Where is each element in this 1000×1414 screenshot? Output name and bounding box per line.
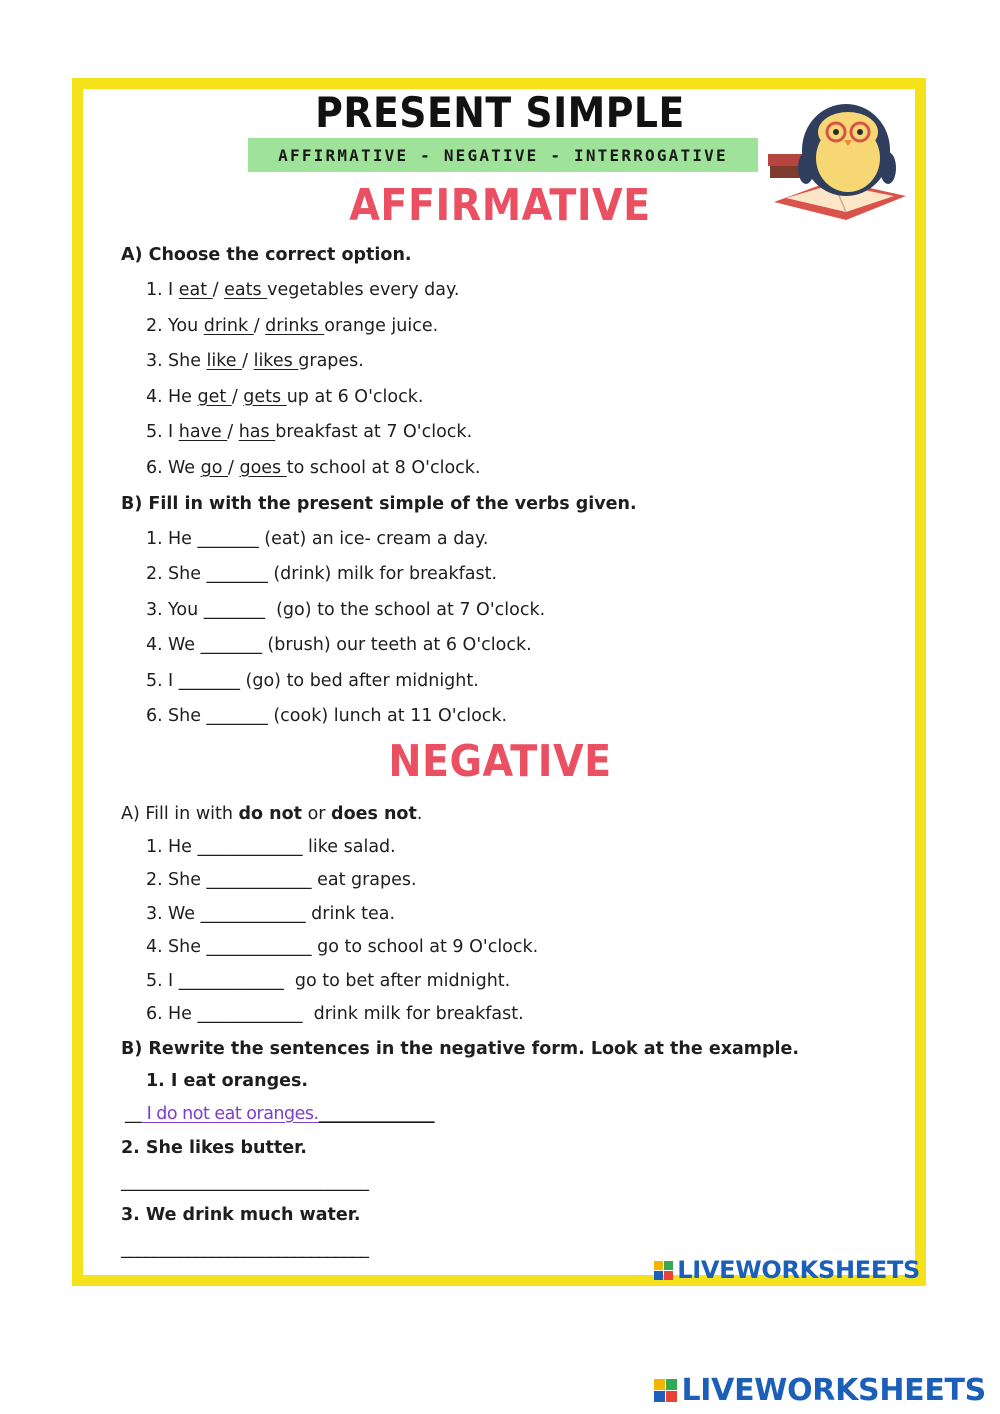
negative-b-instruction: B) Rewrite the sentences in the negative form. Look at the example. — [121, 1039, 800, 1059]
liveworksheets-logo-icon — [654, 1261, 673, 1280]
affirmative-heading: AFFIRMATIVE — [349, 180, 651, 231]
negative-a-instruction: A) Fill in with do not or does not. — [121, 804, 423, 824]
liveworksheets-logo-icon — [654, 1379, 677, 1402]
choice-item: 4. He get / gets up at 6 O'clock. — [146, 386, 424, 407]
fill-in-item[interactable]: 5. I _______ (go) to bed after midnight. — [146, 670, 479, 691]
option-1[interactable]: go — [200, 458, 228, 478]
fill-in-item[interactable]: 3. We ____________ drink tea. — [146, 903, 396, 924]
fill-in-item[interactable]: 2. She _______ (drink) milk for breakfast. — [146, 564, 498, 585]
fill-in-item[interactable]: 3. You _______ (go) to the school at 7 O'clock. — [146, 599, 546, 620]
fill-in-item[interactable]: 1. He _______ (eat) an ice- cream a day. — [146, 529, 489, 549]
liveworksheets-logo-footer — [654, 1373, 986, 1408]
choice-item: 1. I eat / eats vegetables every day. — [146, 280, 460, 300]
fill-in-item[interactable]: 4. She ____________ go to school at 9 O'clock. — [146, 937, 539, 958]
negative-b-answer-line-3[interactable]: ______________________________ — [121, 1239, 369, 1259]
fill-in-item[interactable]: 6. He ____________ drink milk for breakfast. — [146, 1004, 524, 1024]
option-2[interactable]: likes — [253, 351, 299, 372]
option-2[interactable]: has — [238, 422, 276, 443]
fill-in-item[interactable]: 1. He ____________ like salad. — [146, 837, 396, 857]
negative-b-example-sentence: 1. I eat oranges. — [146, 1071, 309, 1091]
option-2[interactable]: gets — [243, 386, 287, 407]
liveworksheets-logo-inner — [654, 1256, 920, 1284]
affirmative-a-instruction: A) Choose the correct option. — [121, 245, 412, 265]
option-1[interactable]: get — [197, 386, 232, 407]
example-answer: I do not eat oranges. — [141, 1104, 319, 1124]
choice-item: 3. She like / likes grapes. — [146, 351, 364, 372]
negative-b-answer-line-2[interactable]: ______________________________ — [121, 1172, 369, 1192]
choice-item: 6. We go / goes to school at 8 O'clock. — [146, 458, 481, 478]
option-1[interactable]: eat — [178, 280, 213, 300]
fill-in-item[interactable]: 4. We _______ (brush) our teeth at 6 O'clock. — [146, 635, 532, 656]
option-2[interactable]: goes — [239, 458, 287, 478]
page-title: PRESENT SIMPLE — [315, 88, 685, 137]
option-2[interactable]: drinks — [265, 315, 325, 336]
affirmative-b-instruction: B) Fill in with the present simple of the verbs given. — [121, 494, 637, 514]
fill-in-item[interactable]: 5. I ____________ go to bet after midnight. — [146, 970, 511, 991]
option-2[interactable]: eats — [224, 280, 268, 300]
liveworksheets-logo-text: LIVEWORKSHEETS — [677, 1256, 920, 1284]
liveworksheets-logo-text: LIVEWORKSHEETS — [681, 1373, 986, 1408]
option-1[interactable]: have — [178, 422, 228, 443]
choice-item: 5. I have / has breakfast at 7 O'clock. — [146, 422, 473, 443]
negative-b-question-2: 2. She likes butter. — [121, 1138, 307, 1158]
option-1[interactable]: like — [206, 351, 243, 372]
fill-in-item[interactable]: 6. She _______ (cook) lunch at 11 O'clock. — [146, 706, 508, 726]
choice-item: 2. You drink / drinks orange juice. — [146, 315, 439, 336]
negative-heading: NEGATIVE — [388, 736, 612, 787]
subtitle-banner: AFFIRMATIVE - NEGATIVE - INTERROGATIVE — [248, 138, 758, 172]
option-1[interactable]: drink — [203, 315, 254, 336]
negative-b-example-answer-line: __ I do not eat oranges.______________ — [125, 1104, 435, 1124]
negative-b-question-3: 3. We drink much water. — [121, 1205, 361, 1225]
fill-in-item[interactable]: 2. She ____________ eat grapes. — [146, 870, 417, 891]
